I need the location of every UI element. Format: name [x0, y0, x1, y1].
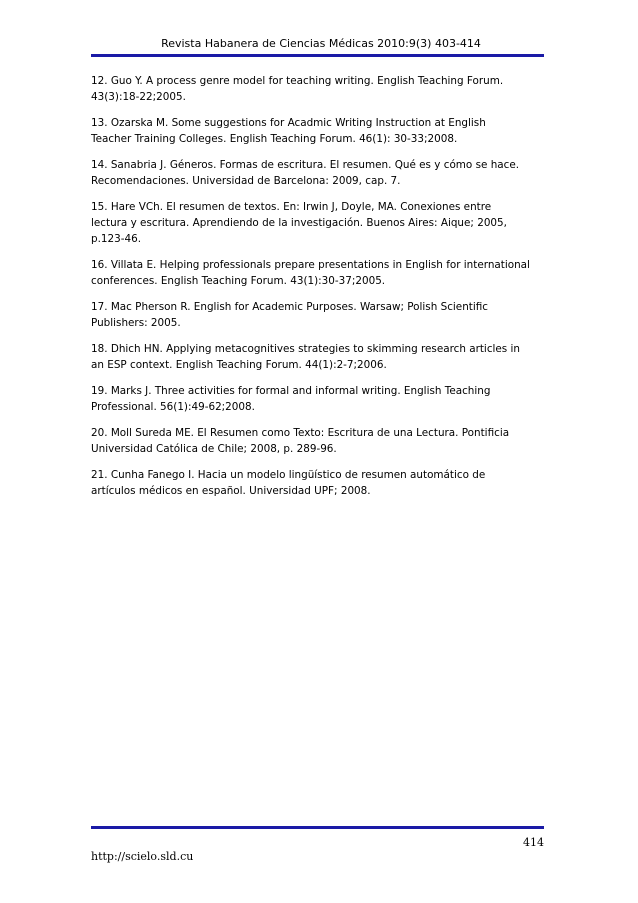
reference-line: 19. Marks J. Three activities for formal and informal writing. English Teaching: [91, 385, 491, 397]
reference-item: [91, 425, 549, 457]
reference-line: artículos médicos en español. Universidad UPF; 2008.: [91, 485, 371, 497]
reference-line: Professional. 56(1):49-62;2008.: [91, 401, 255, 413]
reference-item: [91, 73, 549, 105]
running-header: Revista Habanera de Ciencias Médicas 2010:9(3) 403-414: [161, 37, 481, 50]
reference-line: lectura y escritura. Aprendiendo de la investigación. Buenos Aires: Aique; 2005,: [91, 217, 507, 229]
reference-item: [91, 299, 549, 331]
reference-line: 13. Ozarska M. Some suggestions for Acadmic Writing Instruction at English: [91, 117, 486, 129]
reference-line: 17. Mac Pherson R. English for Academic Purposes. Warsaw; Polish Scientific: [91, 301, 489, 313]
reference-item: [91, 383, 549, 415]
reference-line: 21. Cunha Fanego I. Hacia un modelo lingüístico de resumen automático de: [91, 469, 486, 481]
reference-line: Universidad Católica de Chile; 2008, p. 289-96.: [91, 443, 337, 455]
reference-line: 43(3):18-22;2005.: [91, 91, 186, 103]
reference-line: 16. Villata E. Helping professionals prepare presentations in English for international: [91, 259, 530, 271]
reference-item: [91, 115, 549, 147]
reference-list: [91, 73, 549, 509]
reference-line: conferences. English Teaching Forum. 43(1):30-37;2005.: [91, 275, 386, 287]
footer-url[interactable]: http://scielo.sld.cu: [91, 850, 194, 863]
reference-item: [91, 157, 549, 189]
header-rule: [91, 54, 544, 57]
reference-line: 14. Sanabria J. Géneros. Formas de escritura. El resumen. Qué es y cómo se hace.: [91, 159, 520, 171]
reference-line: 20. Moll Sureda ME. El Resumen como Texto: Escritura de una Lectura. Pontificia: [91, 427, 510, 439]
reference-line: Recomendaciones. Universidad de Barcelona: 2009, cap. 7.: [91, 175, 401, 187]
reference-line: 18. Dhich HN. Applying metacognitives strategies to skimming research articles in: [91, 343, 520, 355]
reference-item: [91, 257, 549, 289]
reference-line: an ESP context. English Teaching Forum. 44(1):2-7;2006.: [91, 359, 387, 371]
page-number: 414: [523, 836, 544, 849]
reference-line: p.123-46.: [91, 233, 142, 245]
reference-line: Publishers: 2005.: [91, 317, 181, 329]
reference-item: [91, 467, 549, 499]
footer-rule: [91, 826, 544, 829]
reference-line: 12. Guo Y. A process genre model for teaching writing. English Teaching Forum.: [91, 75, 504, 87]
reference-item: [91, 341, 549, 373]
reference-item: [91, 199, 549, 247]
reference-line: Teacher Training Colleges. English Teaching Forum. 46(1): 30-33;2008.: [91, 133, 458, 145]
reference-line: 15. Hare VCh. El resumen de textos. En: Irwin J, Doyle, MA. Conexiones entre: [91, 201, 492, 213]
